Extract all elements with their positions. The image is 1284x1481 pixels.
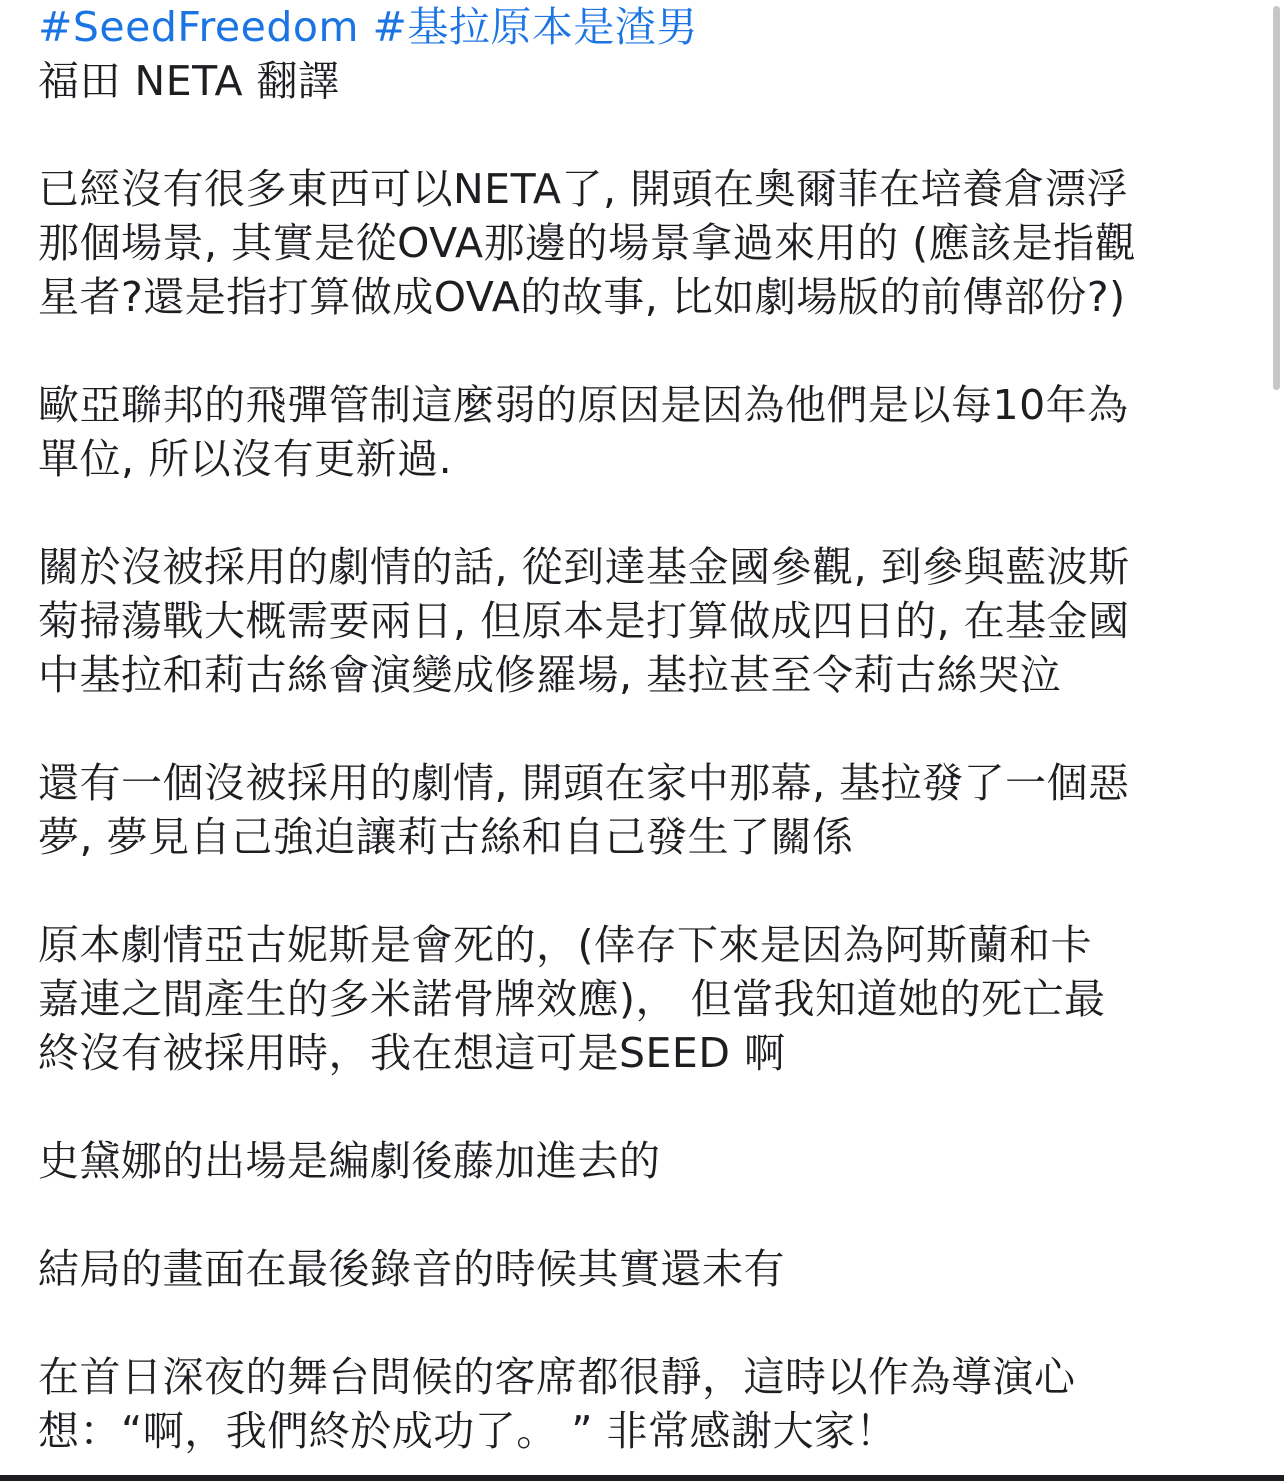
hashtag-seedfreedom[interactable]: #SeedFreedom [38, 3, 359, 51]
paragraph-5 [38, 918, 1250, 1080]
paragraph-line: 星者?還是指打算做成OVA的故事, 比如劇場版的前傳部份?) [38, 273, 1126, 321]
paragraph-line: 關於沒被採用的劇情的話, 從到達基金國參觀, 到參與藍波斯 [38, 543, 1130, 591]
paragraph-line: 想：“啊，我們終於成功了。 ” 非常感謝大家！ [38, 1407, 898, 1455]
paragraph-6 [38, 1134, 1250, 1188]
bottom-edge-bar [0, 1475, 1284, 1481]
paragraph-line: 已經沒有很多東西可以NETA了, 開頭在奧爾菲在培養倉漂浮 [38, 165, 1129, 213]
paragraph-line: 嘉連之間產生的多米諾骨牌效應)， 但當我知道她的死亡最 [38, 975, 1106, 1023]
paragraph-line: 在首日深夜的舞台問候的客席都很靜，這時以作為導演心 [38, 1353, 1076, 1401]
paragraph-4 [38, 756, 1250, 864]
paragraph-line: 史黛娜的出場是編劇後藤加進去的 [38, 1137, 661, 1185]
paragraph-1 [38, 162, 1250, 324]
paragraph-3 [38, 540, 1250, 702]
post-body [38, 0, 1250, 1458]
hashtag-kira[interactable]: #基拉原本是渣男 [372, 3, 698, 51]
paragraph-line: 菊掃蕩戰大概需要兩日, 但原本是打算做成四日的, 在基金國 [38, 597, 1130, 645]
paragraph-line: 中基拉和莉古絲會演變成修羅場, 基拉甚至令莉古絲哭泣 [38, 651, 1062, 699]
paragraph-line: 歐亞聯邦的飛彈管制這麼弱的原因是因為他們是以每10年為 [38, 381, 1129, 429]
paragraph-line: 夢, 夢見自己強迫讓莉古絲和自己發生了關係 [38, 813, 854, 861]
paragraph-line: 原本劇情亞古妮斯是會死的，(倖存下來是因為阿斯蘭和卡 [38, 921, 1092, 969]
hashtag-row [38, 0, 1250, 54]
paragraph-line: 單位, 所以沒有更新過. [38, 435, 453, 483]
paragraph-2 [38, 378, 1250, 486]
paragraph-line: 還有一個沒被採用的劇情, 開頭在家中那幕, 基拉發了一個惡 [38, 759, 1130, 807]
scrollbar-thumb[interactable] [1273, 6, 1280, 390]
paragraph-line: 結局的畫面在最後錄音的時候其實還未有 [38, 1245, 785, 1293]
paragraph-8 [38, 1350, 1250, 1458]
paragraph-line: 那個場景, 其實是從OVA那邊的場景拿過來用的 (應該是指觀 [38, 219, 1137, 267]
paragraph-line: 終沒有被採用時，我在想這可是SEED 啊 [38, 1029, 786, 1077]
paragraph-7 [38, 1242, 1250, 1296]
credit-line: 福田 NETA 翻譯 [38, 57, 340, 105]
